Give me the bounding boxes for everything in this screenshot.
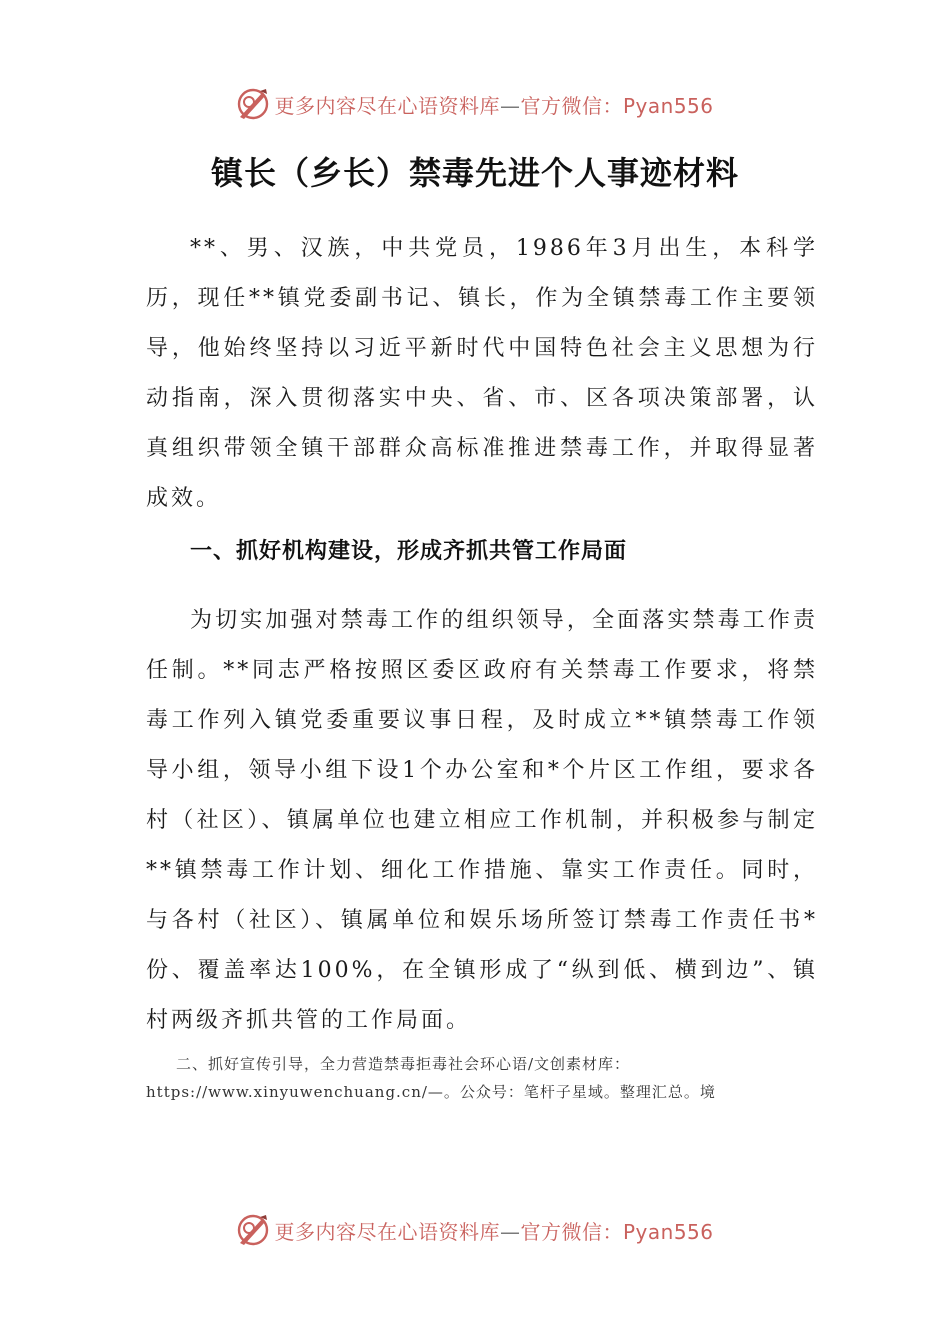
section-heading: 一、抓好机构建设，形成齐抓共管工作局面 [190, 539, 628, 564]
pen-logo-icon [236, 87, 270, 121]
watermark-dash: — [499, 93, 521, 118]
watermark-handle: Pyan556 [622, 93, 714, 118]
footer-note: 二、抓好宣传引导，全力营造禁毒拒毒社会环心语/文创素材库：https://www.xinyuwenchuang.cn/—。公众号：笔杆子星域。整理汇总。境 [146, 1055, 716, 1101]
watermark-top [0, 84, 950, 124]
watermark-main-text: 更多内容尽在心语资料库 [274, 93, 500, 118]
document-title: 镇长（乡长）禁毒先进个人事迹材料 [210, 154, 739, 192]
watermark-dash: — [499, 1219, 521, 1244]
section-paragraph: 为切实加强对禁毒工作的组织领导，全面落实禁毒工作责任制。**同志严格按照区委区政府有关禁毒工作要求，将禁毒工作列入镇党委重要议事日程，及时成立**镇禁毒工作领导小组，领导小组下设1个办公室和*个片区工作组，要求各村（社区）、镇属单位也建立相应工作机制，并积极参与制定**镇禁毒工作计划、细化工作措施、靠实工作责任。同时，与各村（社区）、镇属单位和娱乐场所签订禁毒工作责任书*份、覆盖率达100%，在全镇形成了“纵到低、横到边”、镇村两级齐抓共管的工作局面。 [146, 608, 818, 1033]
watermark-label: 官方微信： [520, 93, 623, 118]
watermark-label: 官方微信： [520, 1219, 623, 1244]
watermark-handle: Pyan556 [622, 1219, 714, 1244]
pen-logo-icon [236, 1213, 270, 1247]
watermark-text [274, 90, 713, 119]
watermark-bottom [0, 1210, 950, 1250]
watermark-main-text: 更多内容尽在心语资料库 [274, 1219, 500, 1244]
watermark-text [274, 1216, 713, 1245]
intro-paragraph: **、男、汉族，中共党员，1986年3月出生，本科学历，现任**镇党委副书记、镇长，作为全镇禁毒工作主要领导，他始终坚持以习近平新时代中国特色社会主义思想为行动指南，深入贯彻落实中央、省、市、区各项决策部署，认真组织带领全镇干部群众高标准推进禁毒工作，并取得显著成效。 [146, 236, 818, 511]
